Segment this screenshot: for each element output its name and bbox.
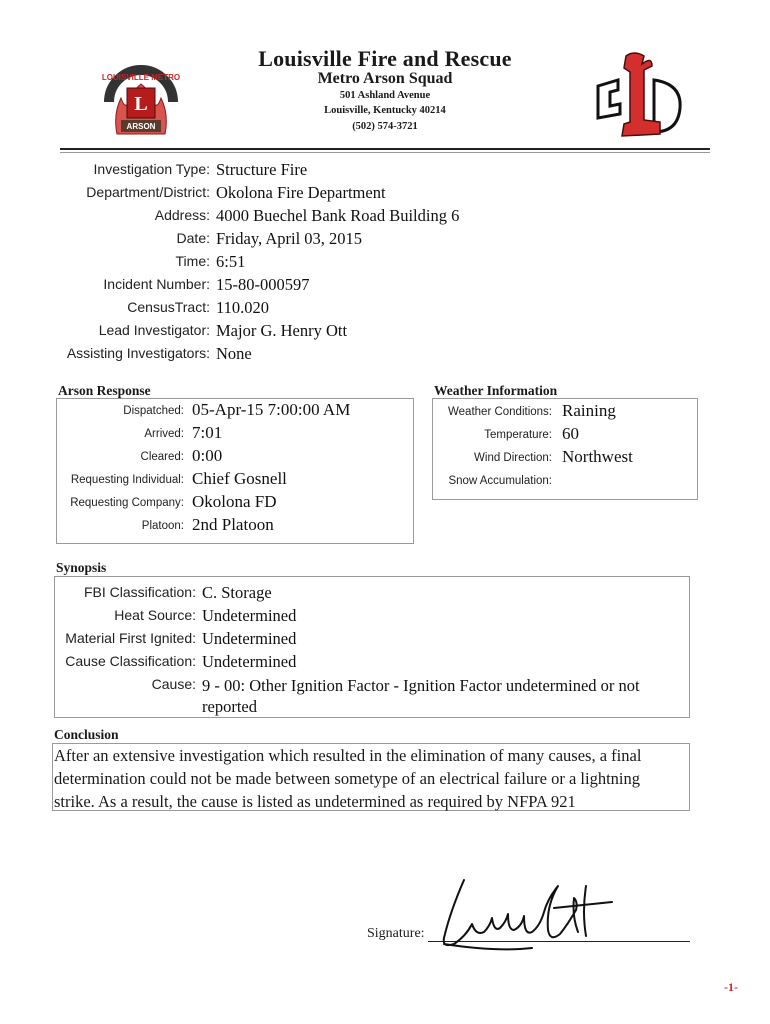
- time-label: Time:: [175, 253, 210, 269]
- department-value: Okolona Fire Department: [216, 183, 386, 202]
- material-first-ignited-label: Material First Ignited:: [65, 630, 196, 646]
- signature-image: [436, 872, 626, 962]
- date-label: Date:: [176, 230, 210, 246]
- investigation-type-label: Investigation Type:: [93, 161, 210, 177]
- wind-direction-value: Northwest: [562, 447, 633, 466]
- platoon-label: Platoon:: [141, 520, 184, 532]
- weather-title: Weather Information: [434, 383, 558, 398]
- snow-accumulation-label: Snow Accumulation:: [448, 475, 552, 487]
- header-rule: [60, 148, 710, 150]
- page-number: -1-: [724, 980, 738, 994]
- street-address: 501 Ashland Avenue: [339, 90, 431, 101]
- arson-response-title: Arson Response: [58, 383, 151, 398]
- platoon-value: 2nd Platoon: [192, 515, 274, 534]
- requesting-individual-value: Chief Gosnell: [192, 469, 287, 488]
- unit-name: Metro Arson Squad: [317, 70, 453, 87]
- lead-investigator-label: Lead Investigator:: [98, 322, 210, 338]
- synopsis-title: Synopsis: [56, 560, 107, 575]
- fbi-classification-label: FBI Classification:: [83, 584, 196, 600]
- wind-direction-label: Wind Direction:: [474, 452, 552, 464]
- temperature-label: Temperature:: [484, 429, 552, 441]
- heat-source-value: Undetermined: [202, 606, 297, 625]
- city-address: Louisville, Kentucky 40214: [324, 105, 446, 116]
- conclusion-title: Conclusion: [54, 727, 119, 742]
- incident-number-value: 15-80-000597: [216, 275, 310, 294]
- lfd-logo: [594, 50, 686, 140]
- dispatched-value: 05-Apr-15 7:00:00 AM: [192, 400, 351, 419]
- heat-source-label: Heat Source:: [114, 607, 196, 623]
- lead-investigator-value: Major G. Henry Ott: [216, 321, 348, 340]
- requesting-company-label: Requesting Company:: [70, 497, 184, 509]
- cause-classification-value: Undetermined: [202, 652, 297, 671]
- header-rule-thin: [60, 152, 710, 153]
- requesting-individual-label: Requesting Individual:: [70, 474, 184, 486]
- address-value: 4000 Buechel Bank Road Building 6: [216, 206, 460, 225]
- department-label: Department/District:: [86, 184, 210, 200]
- dispatched-label: Dispatched:: [123, 405, 184, 417]
- census-tract-label: CensusTract:: [127, 299, 210, 315]
- signature-label: Signature:: [367, 926, 425, 941]
- time-value: 6:51: [216, 252, 246, 271]
- address-label: Address:: [154, 207, 210, 223]
- svg-text:L: L: [134, 93, 148, 115]
- svg-text:LOUISVILLE METRO: LOUISVILLE METRO: [101, 73, 181, 82]
- material-first-ignited-value: Undetermined: [202, 629, 297, 648]
- org-name: Louisville Fire and Rescue: [258, 46, 512, 71]
- assisting-investigators-value: None: [216, 344, 252, 363]
- cause-label: Cause:: [151, 676, 196, 692]
- investigation-type-value: Structure Fire: [216, 160, 308, 179]
- cause-classification-label: Cause Classification:: [65, 653, 196, 669]
- cleared-label: Cleared:: [140, 451, 184, 463]
- weather-conditions-label: Weather Conditions:: [448, 406, 552, 418]
- fbi-classification-value: C. Storage: [202, 583, 272, 602]
- cause-value: 9 - 00: Other Ignition Factor - Ignition Factor undetermined or not reported: [202, 676, 640, 716]
- cleared-value: 0:00: [192, 446, 223, 465]
- temperature-value: 60: [562, 424, 579, 443]
- conclusion-text: After an extensive investigation which resulted in the elimination of many causes, a final determination could not be made between sometype of an electrical failure or a lightning strike. As a result, the cause is listed as undetermined as required by NFPA 921: [54, 746, 642, 811]
- arrived-value: 7:01: [192, 423, 223, 442]
- requesting-company-value: Okolona FD: [192, 492, 277, 511]
- census-tract-value: 110.020: [216, 298, 270, 317]
- phone-number: (502) 574-3721: [352, 121, 418, 132]
- arrived-label: Arrived:: [144, 428, 184, 440]
- weather-conditions-value: Raining: [562, 401, 616, 420]
- date-value: Friday, April 03, 2015: [216, 229, 363, 248]
- incident-number-label: Incident Number:: [103, 276, 210, 292]
- assisting-investigators-label: Assisting Investigators:: [66, 345, 210, 361]
- svg-text:ARSON: ARSON: [126, 122, 156, 131]
